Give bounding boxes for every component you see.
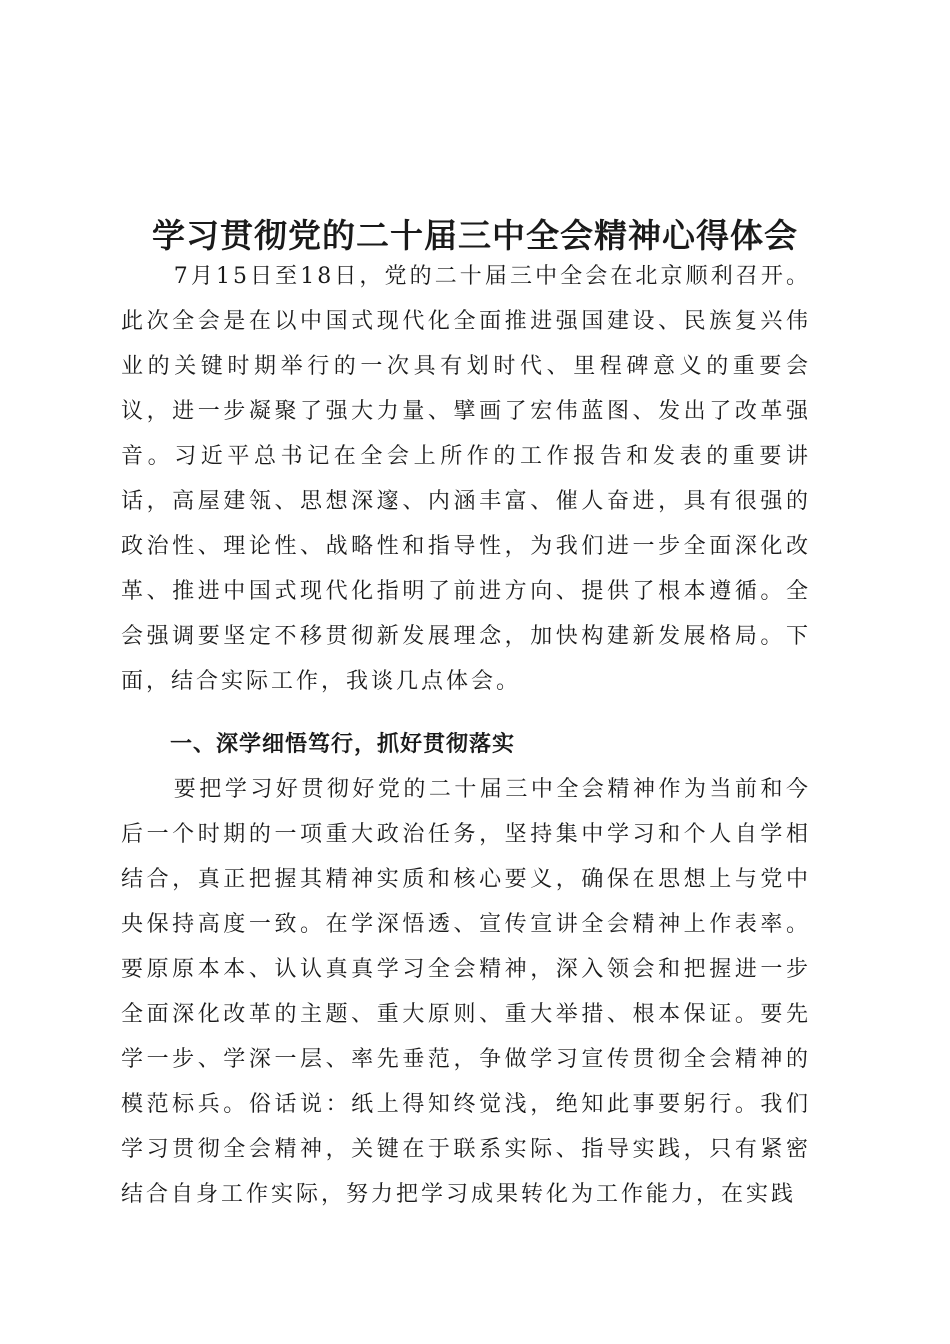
document-title: 学习贯彻党的二十届三中全会精神心得体会 — [152, 216, 798, 255]
section-heading-1: 一、深学细悟笃行，抓好贯彻落实 — [170, 732, 516, 757]
paragraph-intro: 7月15日至18日，党的二十届三中全会在北京顺利召开。此次全会是在以中国式现代化全面推进强国建设、民族复兴伟业的关键时期举行的一次具有划时代、里程碑意义的重要会议，进一步凝聚了强大力量、擘画了宏伟蓝图、发出了改革强音。习近平总书记在全会上所作的工作报告和发表的重要讲话，高屋建瓴、思想深邃、内涵丰富、催人奋进，具有很强的政治性、理论性、战略性和指导性，为我们进一步全面深化改革、推进中国式现代化指明了前进方向、提供了根本遵循。全会强调要坚定不移贯彻新发展理念，加快构建新发展格局。下面，结合实际工作，我谈几点体会。 — [121, 264, 811, 694]
paragraph-section-1: 要把学习好贯彻好党的二十届三中全会精神作为当前和今后一个时期的一项重大政治任务，坚持集中学习和个人自学相结合，真正把握其精神实质和核心要义，确保在思想上与党中央保持高度一致。在学深悟透、宣传宣讲全会精神上作表率。要原原本本、认认真真学习全会精神，深入领会和把握进一步全面深化改革的主题、重大原则、重大举措、根本保证。要先学一步、学深一层、率先垂范，争做学习宣传贯彻全会精神的模范标兵。俗话说：纸上得知终觉浅，绝知此事要躬行。我们学习贯彻全会精神，关键在于联系实际、指导实践，只有紧密结合自身工作实际，努力把学习成果转化为工作能力，在实践 — [121, 777, 811, 1207]
